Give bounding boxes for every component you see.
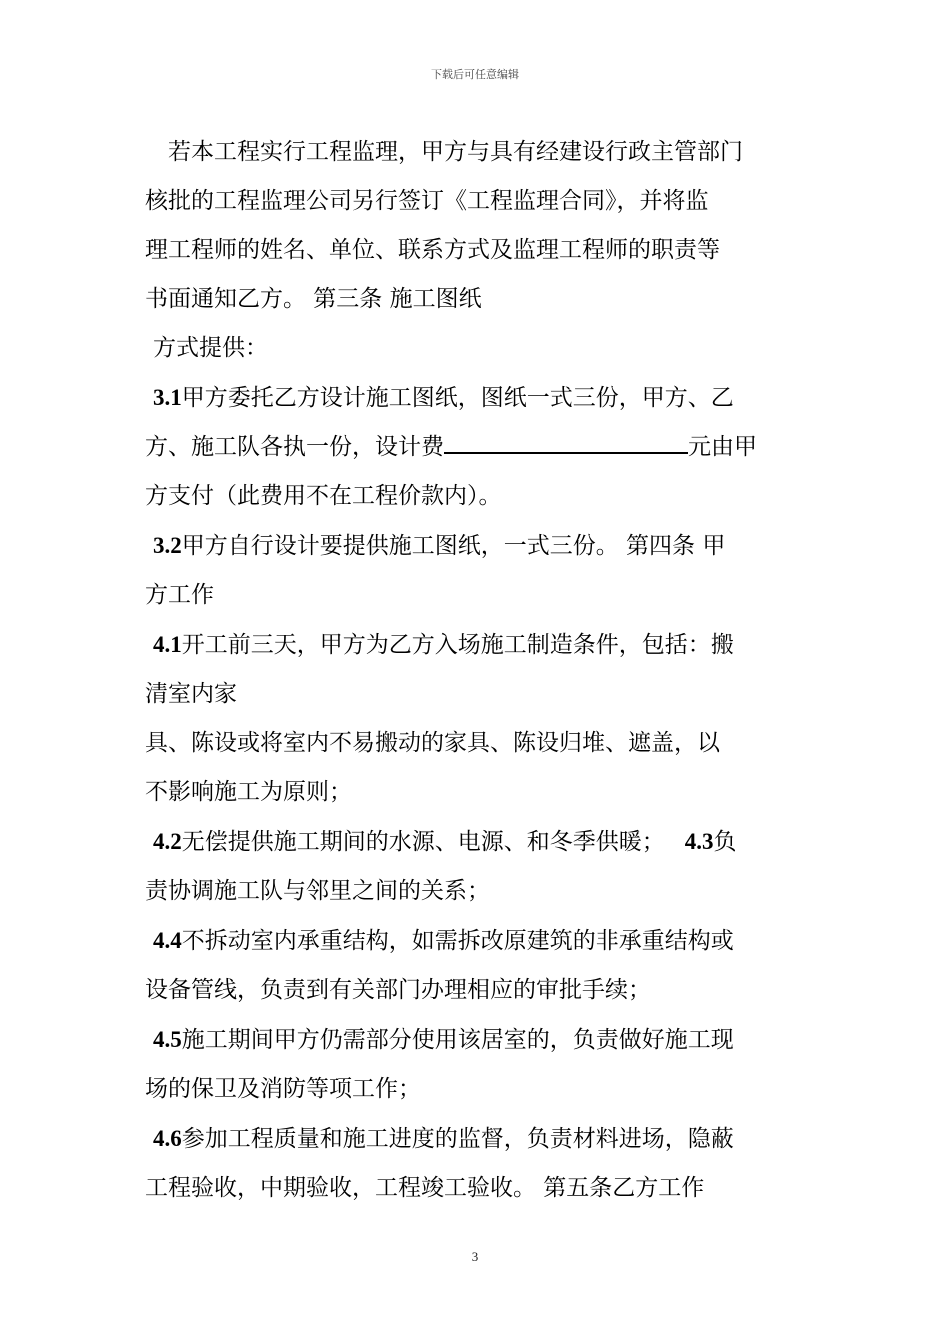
clause-4-5: 4.5施工期间甲方仍需部分使用该居室的，负责做好施工现 (153, 1027, 734, 1053)
clause-number: 4.1 (153, 632, 182, 657)
paragraph-line: 不影响施工为原则； (145, 779, 352, 805)
paragraph-line: 具、陈设或将室内不易搬动的家具、陈设归堆、遮盖，以 (145, 730, 720, 756)
paragraph-line: 设备管线，负责到有关部门办理相应的审批手续； (145, 977, 651, 1003)
paragraph-line: 方式提供： (153, 335, 268, 361)
clause-number: 4.5 (153, 1027, 182, 1052)
clause-number: 4.2 (153, 829, 182, 854)
clause-4-6: 4.6参加工程质量和施工进度的监督，负责材料进场，隐蔽 (153, 1126, 734, 1152)
fill-in-blank (444, 432, 688, 454)
paragraph-line: 核批的工程监理公司另行签订《工程监理合同》，并将监 (145, 188, 709, 214)
paragraph-line: 理工程师的姓名、单位、联系方式及监理工程师的职责等 (145, 237, 720, 263)
paragraph-line: 工程验收，中期验收，工程竣工验收。 第五条乙方工作 (145, 1175, 705, 1201)
paragraph-line: 场的保卫及消防等项工作； (145, 1076, 421, 1102)
paragraph-line: 方支付（此费用不在工程价款内）。 (145, 483, 502, 509)
clause-number: 3.2 (153, 533, 182, 558)
clause-number: 3.1 (153, 385, 182, 410)
document-body (145, 128, 810, 1213)
clause-number: 4.6 (153, 1126, 182, 1151)
paragraph-line: 方、施工队各执一份，设计费 元由甲 (145, 434, 757, 460)
clause-4-4: 4.4不拆动室内承重结构，如需拆改原建筑的非承重结构或 (153, 928, 734, 954)
page-header: 下载后可任意编辑 (431, 68, 519, 81)
paragraph-line: 清室内家 (145, 681, 237, 707)
paragraph-line: 责协调施工队与邻里之间的关系； (145, 878, 490, 904)
paragraph-line: 若本工程实行工程监理，甲方与具有经建设行政主管部门 (168, 139, 743, 165)
clause-3-1: 3.1甲方委托乙方设计施工图纸，图纸一式三份，甲方、乙 (153, 385, 734, 411)
clause-4-2: 4.2无偿提供施工期间的水源、电源、和冬季供暖； 4.3负 (153, 829, 737, 855)
clause-4-1: 4.1开工前三天，甲方为乙方入场施工制造条件，包括：搬 (153, 632, 734, 658)
paragraph-line: 书面通知乙方。 第三条 施工图纸 (145, 286, 482, 312)
paragraph-line: 方工作 (145, 582, 214, 608)
clause-3-2: 3.2甲方自行设计要提供施工图纸，一式三份。 第四条 甲 (153, 533, 726, 559)
page-number: 3 (471, 1249, 479, 1264)
clause-number: 4.3 (684, 829, 714, 854)
clause-number: 4.4 (153, 928, 182, 953)
